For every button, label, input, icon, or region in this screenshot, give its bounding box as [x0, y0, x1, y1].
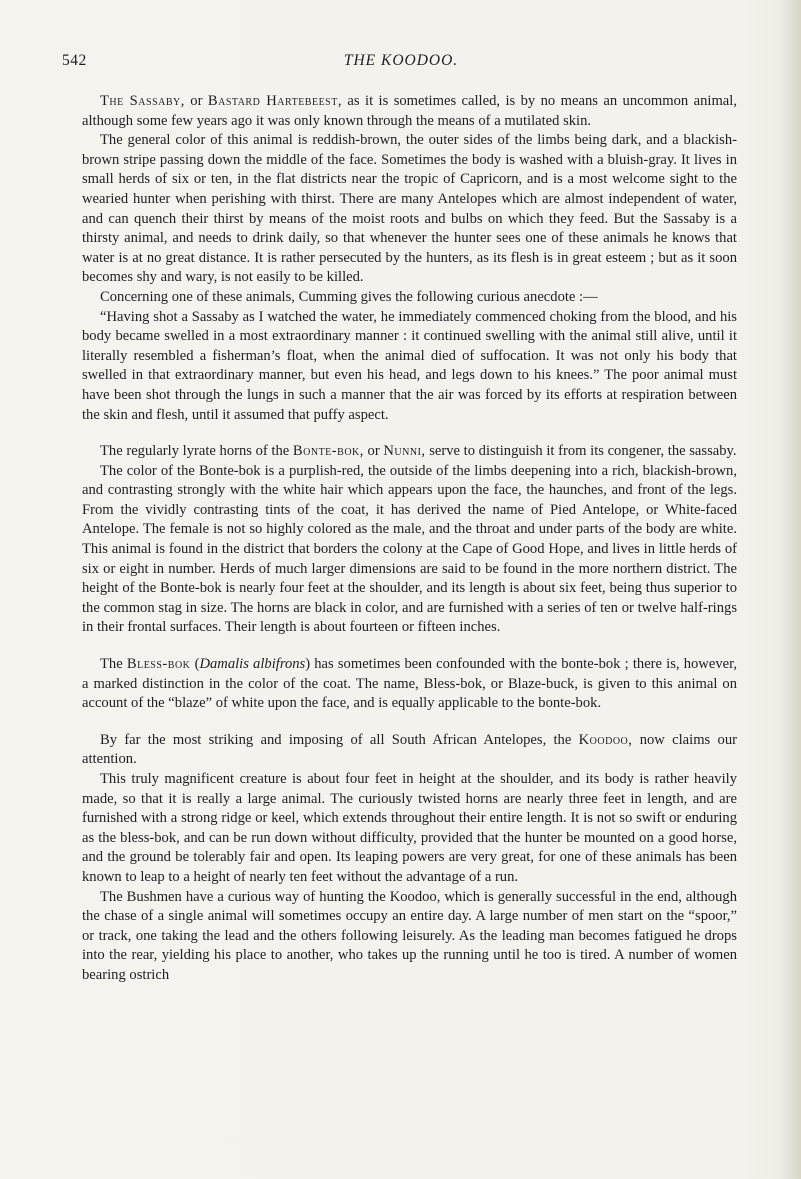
paragraph-text: or — [363, 443, 384, 460]
species-name-bless-bok: Bless-bok — [126, 656, 191, 673]
paragraph-cumming-anecdote: “Having shot a Sassaby as I watched the water, he immediately commenced choking from the blood, and his body became swelled in a most extraordinary manner : it continued swelling with the animal still alive, until it literally resembled a fisherman’s float, when the animal died of suffocation. It was not only his body that swelled in that extraordinary manner, but even his head, and legs down to his knees.” The poor animal must have been shot through the lungs in such a manner that the air was forced by its efforts at respiration between the skin and flesh, until it assumed that puffy aspect. — [82, 308, 737, 423]
page-header — [62, 52, 740, 74]
species-name-bonte-bok: Bonte-bok, — [292, 443, 364, 460]
paragraph-sassaby-intro — [82, 92, 737, 131]
page-number: 542 — [62, 52, 87, 69]
species-name-nunni: Nunni, — [383, 443, 426, 460]
paragraph-text: ) has sometimes been confounded with the bonte-bok ; there is, however, a marked distinction in the color of the coat. The name, Bless-bok, or Blaze-buck, is given to this animal on account of the “blaze” of white upon the face, and is equally applicable to the bonte-bok. — [82, 656, 738, 712]
running-head: THE KOODOO. — [343, 52, 459, 69]
paragraph-cumming-intro: Concerning one of these animals, Cumming gives the following curious anecdote :— — [100, 288, 598, 305]
species-name-bastard-hartebeest: Bastard Hartebeest, — [207, 93, 343, 109]
paragraph-bonte-bok-intro — [82, 442, 737, 462]
paragraph-bonte-bok-description: The color of the Bonte-bok is a purplish-red, the outside of the limbs deepening into a rich, blackish-brown, and contrasting strongly with the white hair which appears upon the face, the haunches, and front of the legs. From the vividly contrasting tints of the coat, it has derived the name of Pied Antelope, or White-faced Antelope. The female is not so highly colored as the male, and the throat and under parts of the body are white. This animal is found in the district that borders the colony at the Cape of Good Hope, and lives in little herds of six or eight in number. Herds of much larger dimensions are said to be found in the more northern district. The height of the Bonte-bok is nearly four feet at the shoulder, and its length is about six feet, being thus superior to the common stag in size. The horns are black in color, and are furnished with a series of ten or twelve half-rings in their frontal surfaces. Their length is about fourteen or fifteen inches. — [82, 462, 737, 636]
scientific-name-damalis-albifrons: Damalis albifrons — [199, 656, 306, 673]
paragraph-text: The regularly lyrate horns of the — [100, 443, 293, 460]
paragraph-text: By far the most striking and imposing of all South African Antelopes, the — [100, 731, 579, 748]
paragraph-koodoo-hunting: The Bushmen have a curious way of hunting the Koodoo, which is generally successful in the end, although the chase of a single animal will sometimes occupy an entire day. A large number of men start on the “spoor,” or track, one taking the lead and the others following leisurely. As the leading man becomes fatigued he drops into the rear, yielding his place to another, who takes up the running until he too is tired. A number of women bearing ostrich — [82, 888, 737, 983]
paragraph-text: now claims our attention. — [82, 731, 737, 768]
paragraph-text: as it is sometimes called, is by no means an uncommon animal, although some few years ago it was only known through the means of a mutilated skin. — [82, 93, 737, 129]
paragraph-bless-bok — [82, 655, 737, 714]
page-edge-shadow — [779, 0, 801, 1179]
paragraph-text: ( — [190, 656, 200, 673]
species-name-koodoo: Koodoo, — [578, 731, 633, 748]
paragraph-koodoo-description: This truly magnificent creature is about four feet in height at the shoulder, and its body is rather heavily made, so that it is really a large animal. The curiously twisted horns are nearly three feet in length, and are furnished with a strong ridge or keel, which extends throughout their entire length. It is not so swift or enduring as the bless-bok, and can be run down without difficulty, provided that the hunter be mounted on a good horse, and the ground be tolerably fair and open. Its leaping powers are very great, for one of these animals has been known to leap to a height of nearly ten feet without the advantage of a run. — [82, 771, 737, 885]
paragraph-text: or — [184, 93, 208, 109]
paragraph-text: serve to distinguish it from its congener, the sassaby. — [425, 443, 737, 460]
paragraph-koodoo-intro — [82, 731, 737, 770]
species-name-sassaby: The Sassaby, — [100, 93, 185, 109]
body-text — [82, 92, 737, 986]
paragraph-sassaby-color: The general color of this animal is reddish-brown, the outer sides of the limbs being dark, and a blackish-brown stripe passing down the middle of the face. Sometimes the body is washed with a bluish-gray. It lives in small herds of six or ten, in the flat districts near the tropic of Capricorn, and is a most welcome sight to the wearied hunter when perishing with thirst. There are many Antelopes which are almost independent of water, and can quench their thirst by means of the moist roots and bulbs on which they feed. But the Sassaby is a thirsty animal, and needs to drink daily, so that whenever the hunter sees one of these animals he knows that water is at no great distance. It is rather persecuted by the hunters, as its flesh is in great esteem ; but as it soon becomes shy and wary, is not easily to be killed. — [82, 132, 737, 286]
paragraph-text: The — [100, 656, 127, 673]
